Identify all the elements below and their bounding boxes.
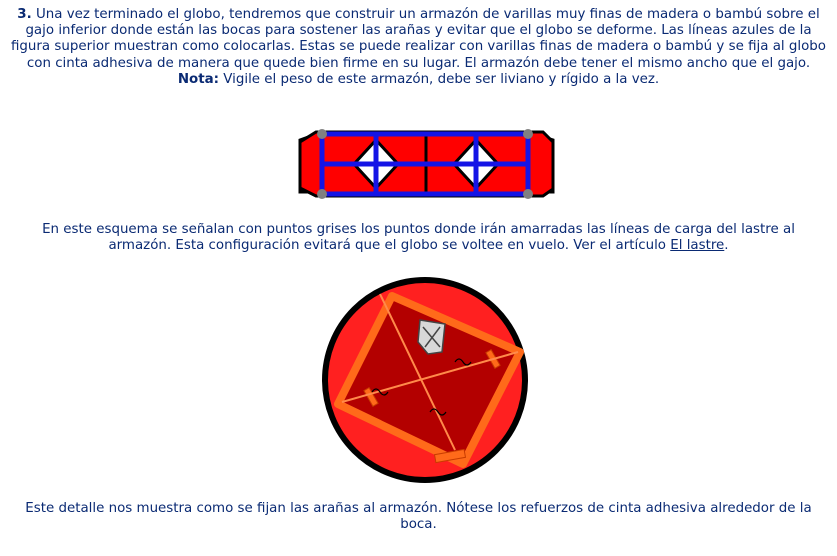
lastre-link[interactable]: El lastre bbox=[670, 238, 725, 254]
scheme-text: En este esquema se señalan con puntos grises los puntos donde irán amarradas las líneas de carga del lastre al armazón. Esta configuración evitará que el globo se voltee en vuelo. Ver el artículo bbox=[42, 222, 795, 254]
note-text: Vigile el peso de este armazón, debe ser liviano y rígido a la vez. bbox=[219, 71, 660, 87]
step-number: 3. bbox=[17, 7, 32, 22]
mouth-detail-diagram bbox=[320, 272, 530, 487]
detail-text: Este detalle nos muestra como se fijan las arañas al armazón. Nótese los refuerzos de cinta adhesiva alrededor de la boca. bbox=[25, 501, 812, 533]
frame-diagram bbox=[298, 112, 556, 210]
step-text: Una vez terminado el globo, tendremos que construir un armazón de varillas muy finas de madera o bambú sobre el gajo inferior donde están las bocas para sostener las arañas y evitar que el globo se deforme. Las líneas azules de la figura superior muestran como colocarlas. Estas se puede realizar con varillas finas de madera o bambú y se fija al globo con cinta adhesiva de manera que quede bien firme en su lugar. El armazón debe tener el mismo ancho que el gajo. bbox=[11, 7, 826, 71]
detail-paragraph bbox=[10, 501, 827, 533]
step-3-paragraph bbox=[10, 7, 827, 88]
note-label: Nota: bbox=[177, 71, 220, 87]
scheme-paragraph bbox=[10, 222, 827, 254]
scheme-text-end: . bbox=[724, 238, 729, 254]
